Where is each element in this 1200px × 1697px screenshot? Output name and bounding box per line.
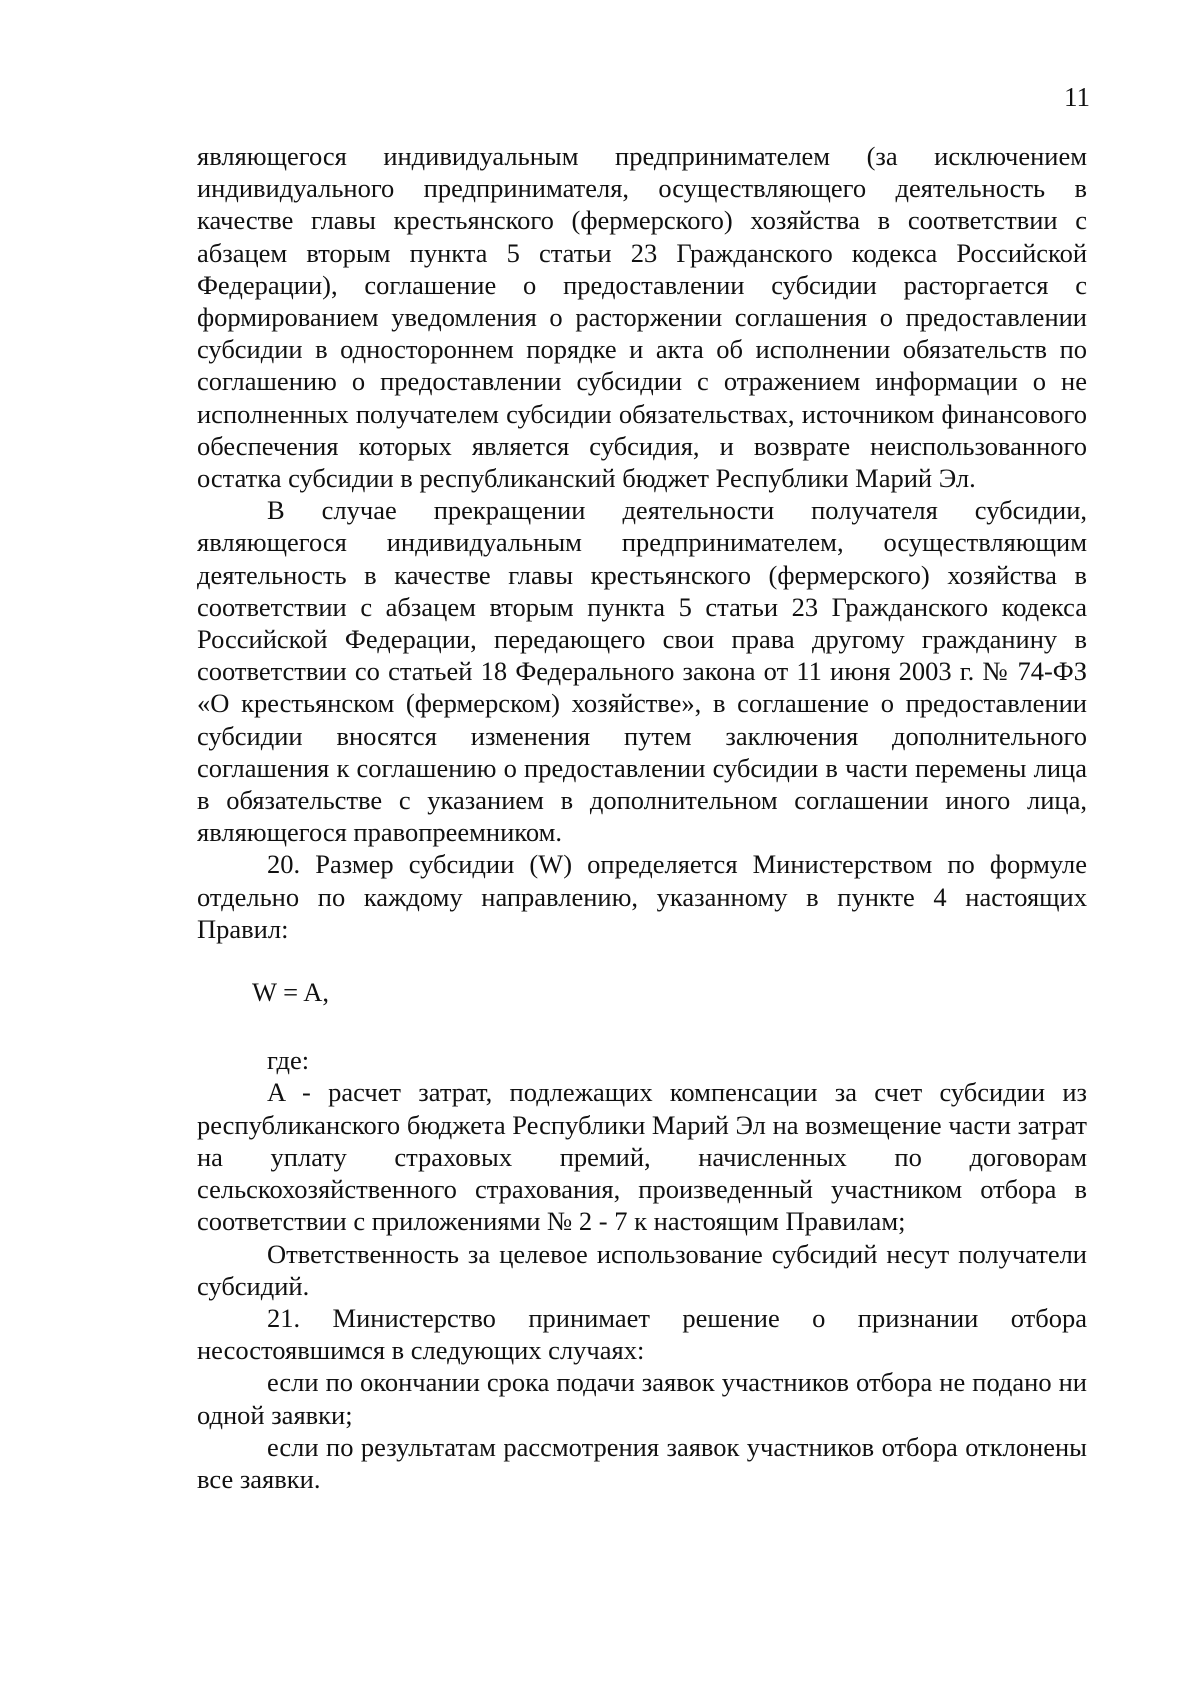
paragraph-case-no-applications: если по окончании срока подачи заявок участников отбора не подано ни одной заявки; bbox=[197, 1367, 1087, 1430]
paragraph-responsibility: Ответственность за целевое использование субсидий несут получатели субсидий. bbox=[197, 1238, 1087, 1301]
formula: W = A, bbox=[252, 977, 330, 1008]
paragraph-termination-of-activity: В случае прекращении деятельности получателя субсидии, являющегося индивидуальным предпринимателем, осуществляющим деятельность в качестве главы крестьянского (фермерского) хозяйства в соответствии с абзацем вторым пункта 5 статьи 23 Гражданского кодекса Российской Федерации, передающего свои права другому гражданину в соответствии со статьей 18 Федерального закона от 11 июня 2003 г. № 74-ФЗ «О крестьянском (фермерском) хозяйстве», в соглашение о предоставлении субсидии вносятся изменения путем заключения дополнительного соглашения к соглашению о предоставлении субсидии в части перемены лица в обязательстве с указанием в дополнительном соглашении иного лица, являющегося правопреемником. bbox=[197, 495, 1087, 848]
paragraph-case-all-rejected: если по результатам рассмотрения заявок участников отбора отклонены все заявки. bbox=[197, 1431, 1087, 1494]
paragraph-where: где: bbox=[267, 1045, 310, 1076]
document-body bbox=[197, 140, 1087, 1495]
paragraph-continuation: являющегося индивидуальным предпринимателем (за исключением индивидуального предпринимателя, осуществляющего деятельность в качестве главы крестьянского (фермерского) хозяйства в соответствии с абзацем вторым пункта 5 статьи 23 Гражданского кодекса Российской Федерации), соглашение о предоставлении субсидии расторгается с формированием уведомления о расторжении соглашения о предоставлении субсидии в одностороннем порядке и акта об исполнении обязательств по соглашению о предоставлении субсидии с отражением информации о не исполненных получателем субсидии обязательствах, источником финансового обеспечения которых является субсидия, и возврате неиспользованного остатка субсидии в республиканский бюджет Республики Марий Эл. bbox=[197, 141, 1087, 494]
page-number: 11 bbox=[1064, 82, 1090, 112]
paragraph-variable-a-definition: A - расчет затрат, подлежащих компенсации за счет субсидии из республиканского бюджета Республики Марий Эл на возмещение части затрат на уплату страховых премий, начисленных по договорам сельскохозяйственного страхования, произведенный участником отбора в соответствии с приложениями № 2 - 7 к настоящим Правилам; bbox=[197, 1077, 1087, 1237]
paragraph-item-20: 20. Размер субсидии (W) определяется Министерством по формуле отдельно по каждому направлению, указанному в пункте 4 настоящих Правил: bbox=[197, 849, 1087, 944]
paragraph-item-21: 21. Министерство принимает решение о признании отбора несостоявшимся в следующих случаях: bbox=[197, 1302, 1087, 1366]
